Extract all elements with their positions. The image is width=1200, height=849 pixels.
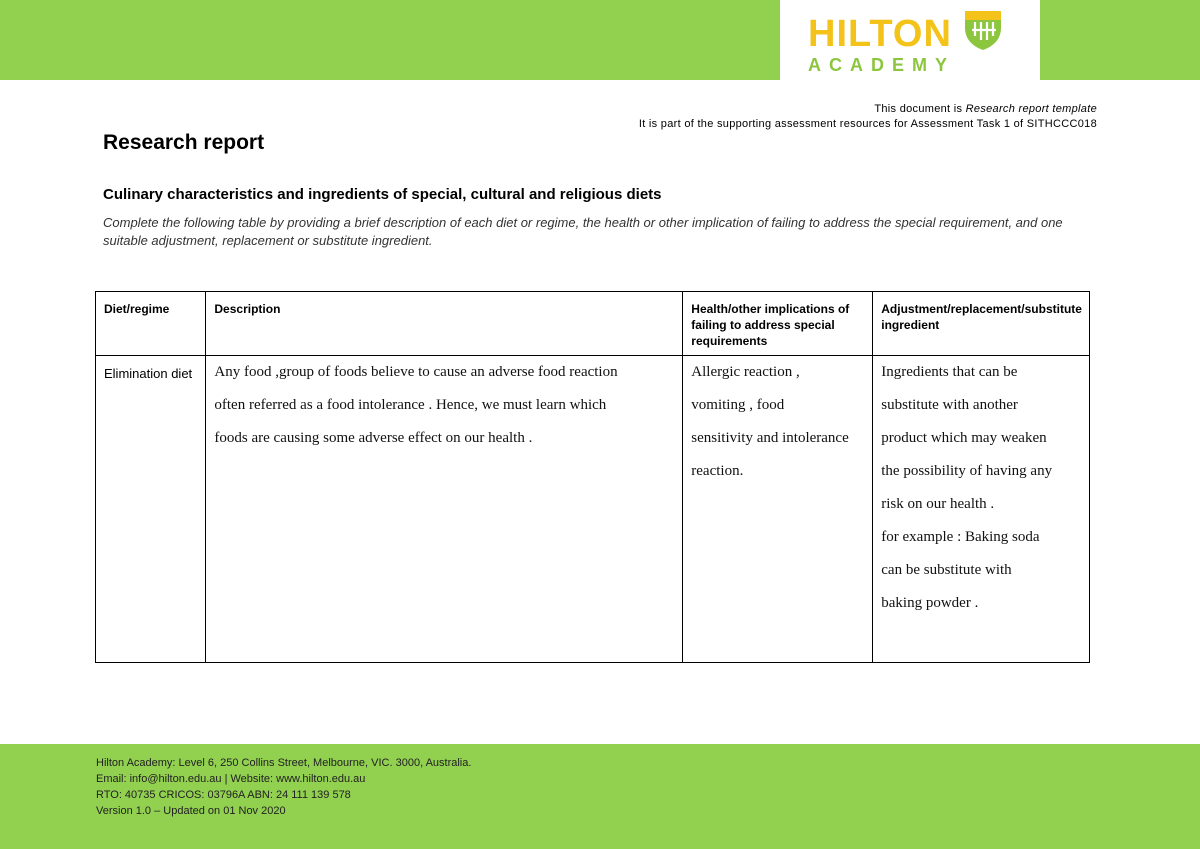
document-note [639, 102, 1097, 132]
doc-note-prefix: This document is [874, 103, 966, 115]
page-title: Research report [103, 131, 265, 154]
implications-line: vomiting , food [691, 397, 785, 413]
header-adjustment: Adjustment/replacement/substitute ingredient [873, 292, 1090, 356]
doc-note-line2: It is part of the supporting assessment resources for Assessment Task 1 of SITHCCC018 [638, 118, 1097, 130]
adjustment-line: the possibility of having any [881, 463, 1053, 479]
table-row [96, 356, 1090, 663]
implications-line: Allergic reaction , [691, 364, 800, 380]
adjustment-line: Ingredients that can be [881, 364, 1018, 380]
footer [96, 755, 471, 819]
cell-implications[interactable] [683, 356, 873, 663]
adjustment-line: baking powder . [881, 595, 979, 611]
header-description: Description [206, 292, 683, 356]
footer-address: Hilton Academy: Level 6, 250 Collins Street, Melbourne, VIC. 3000, Australia. [96, 757, 472, 769]
instructions: Complete the following table by providing a brief description of each diet or regime, the health or other implication of failing to address the special requirement, and one suitable adjustment, replacement or substitute ingredient. [103, 215, 1063, 248]
adjustment-line: risk on our health . [881, 496, 995, 512]
footer-version: Version 1.0 – Updated on 01 Nov 2020 [96, 805, 286, 817]
logo-subtext: ACADEMY [808, 55, 956, 75]
diet-table [95, 291, 1090, 663]
adjustment-line: for example : Baking soda [881, 529, 1040, 545]
header-implications: Health/other implications of failing to address special requirements [683, 292, 873, 356]
footer-contact[interactable]: Email: info@hilton.edu.au | Website: www.hilton.edu.au [96, 773, 366, 785]
implications-line: reaction. [691, 463, 744, 479]
footer-registration: RTO: 40735 CRICOS: 03796A ABN: 24 111 139 578 [96, 789, 351, 801]
section-subtitle: Culinary characteristics and ingredients of special, cultural and religious diets [103, 186, 662, 203]
description-line: Any food ,group of foods believe to cause an adverse food reaction [214, 364, 618, 380]
adjustment-line: substitute with another [881, 397, 1018, 413]
doc-note-name: Research report template [965, 103, 1097, 115]
logo-wordmark: HILTON [808, 13, 952, 55]
cell-diet[interactable] [96, 356, 206, 663]
cell-adjustment[interactable] [873, 356, 1090, 663]
description-line: foods are causing some adverse effect on our health . [214, 430, 533, 446]
header-diet: Diet/regime [96, 292, 206, 356]
adjustment-line: can be substitute with [881, 562, 1012, 578]
description-line: often referred as a food intolerance . Hence, we must learn which [214, 397, 607, 413]
implications-line: sensitivity and intolerance [691, 430, 849, 446]
table-header-row [96, 292, 1090, 356]
shield-icon [962, 8, 1004, 52]
diet-name: Elimination diet [104, 366, 193, 381]
cell-description[interactable] [206, 356, 683, 663]
adjustment-line: product which may weaken [881, 430, 1047, 446]
